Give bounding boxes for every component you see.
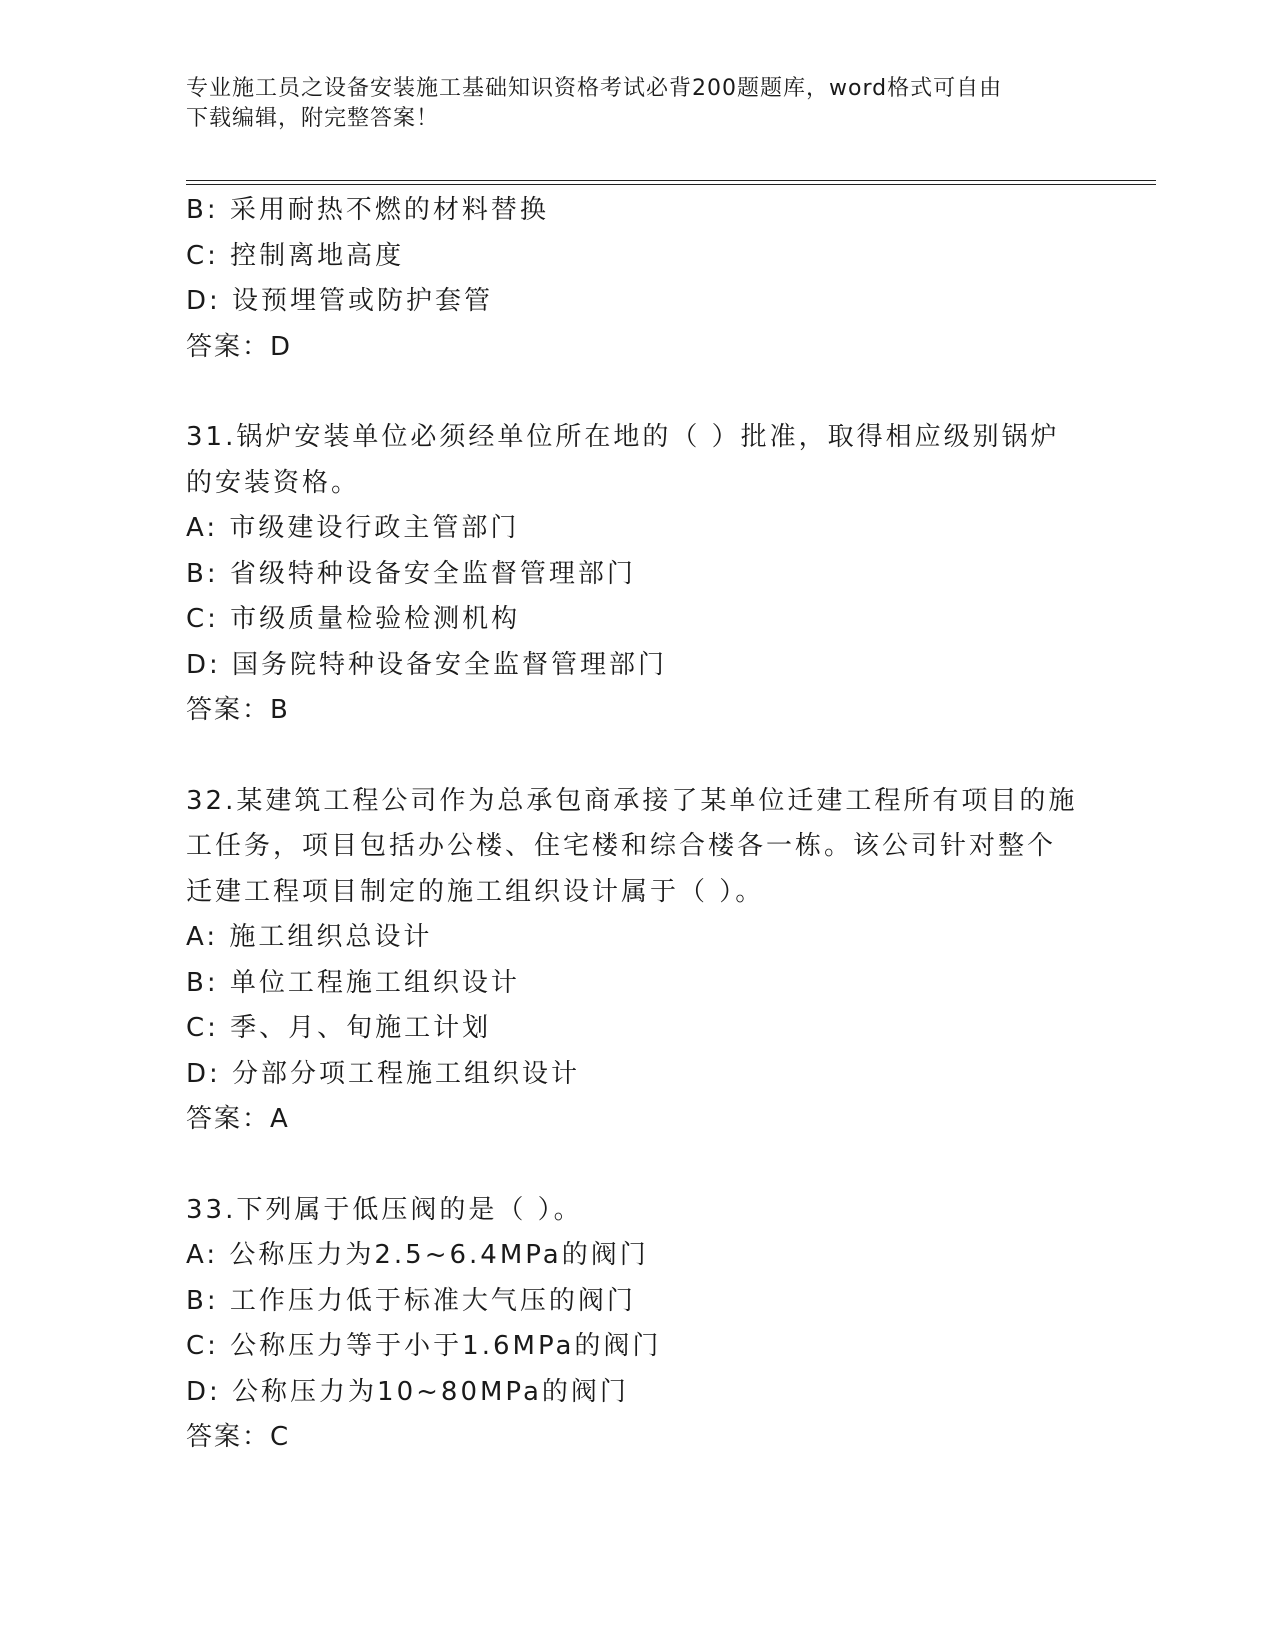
question-text-line: 31.锅炉安装单位必须经单位所在地的（ ）批准，取得相应级别锅炉 [186,422,1060,452]
answer-line: 答案：A [186,1104,290,1134]
option-a: A: 施工组织总设计 [186,922,433,952]
option-b: B: 工作压力低于标准大气压的阀门 [186,1285,636,1316]
option-a: A: 公称压力为2.5~6.4MPa的阀门 [186,1240,649,1270]
question-text-line: 33.下列属于低压阀的是（ ）。 [186,1194,583,1225]
header-divider-top [186,180,1156,181]
header-line-2: 下载编辑，附完整答案！ [186,106,440,131]
option-d: D: 国务院特种设备安全监督管理部门 [186,649,668,680]
question-31 [186,415,1086,734]
option-c: C: 市级质量检验检测机构 [186,604,521,634]
question-gap [186,1143,1086,1188]
option-b: B: 单位工程施工组织设计 [186,967,520,998]
document-header [186,74,1086,134]
answer-line: 答案：C [186,1422,291,1452]
option-d: D: 公称压力为10~80MPa的阀门 [186,1376,629,1407]
question-text-line: 工任务，项目包括办公楼、住宅楼和综合楼各一栋。该公司针对整个 [186,831,1057,861]
question-text-line: 的安装资格。 [186,467,361,498]
option-a: A: 市级建设行政主管部门 [186,513,520,543]
option-c: C: 公称压力等于小于1.6MPa的阀门 [186,1331,662,1361]
carryover-question [186,188,1086,370]
question-text-line: 迁建工程项目制定的施工组织设计属于（ ）。 [186,876,765,907]
header-divider-bottom [186,184,1156,185]
question-32 [186,779,1086,1143]
question-gap [186,734,1086,779]
option-d: D: 设预埋管或防护套管 [186,286,494,316]
option-c: C: 季、月、旬施工计划 [186,1013,492,1043]
question-33 [186,1188,1086,1461]
answer-line: 答案：B [186,695,290,725]
option-d: D: 分部分项工程施工组织设计 [186,1058,581,1089]
question-text-line: 32.某建筑工程公司作为总承包商承接了某单位迁建工程所有项目的施 [186,785,1078,816]
question-content [186,188,1086,1461]
header-line-1: 专业施工员之设备安装施工基础知识资格考试必背200题题库，word格式可自由 [186,76,1003,101]
option-b: B: 采用耐热不燃的材料替换 [186,195,549,225]
question-gap [186,370,1086,415]
option-b: B: 省级特种设备安全监督管理部门 [186,558,636,589]
answer-line: 答案：D [186,331,293,362]
option-c: C: 控制离地高度 [186,240,405,271]
